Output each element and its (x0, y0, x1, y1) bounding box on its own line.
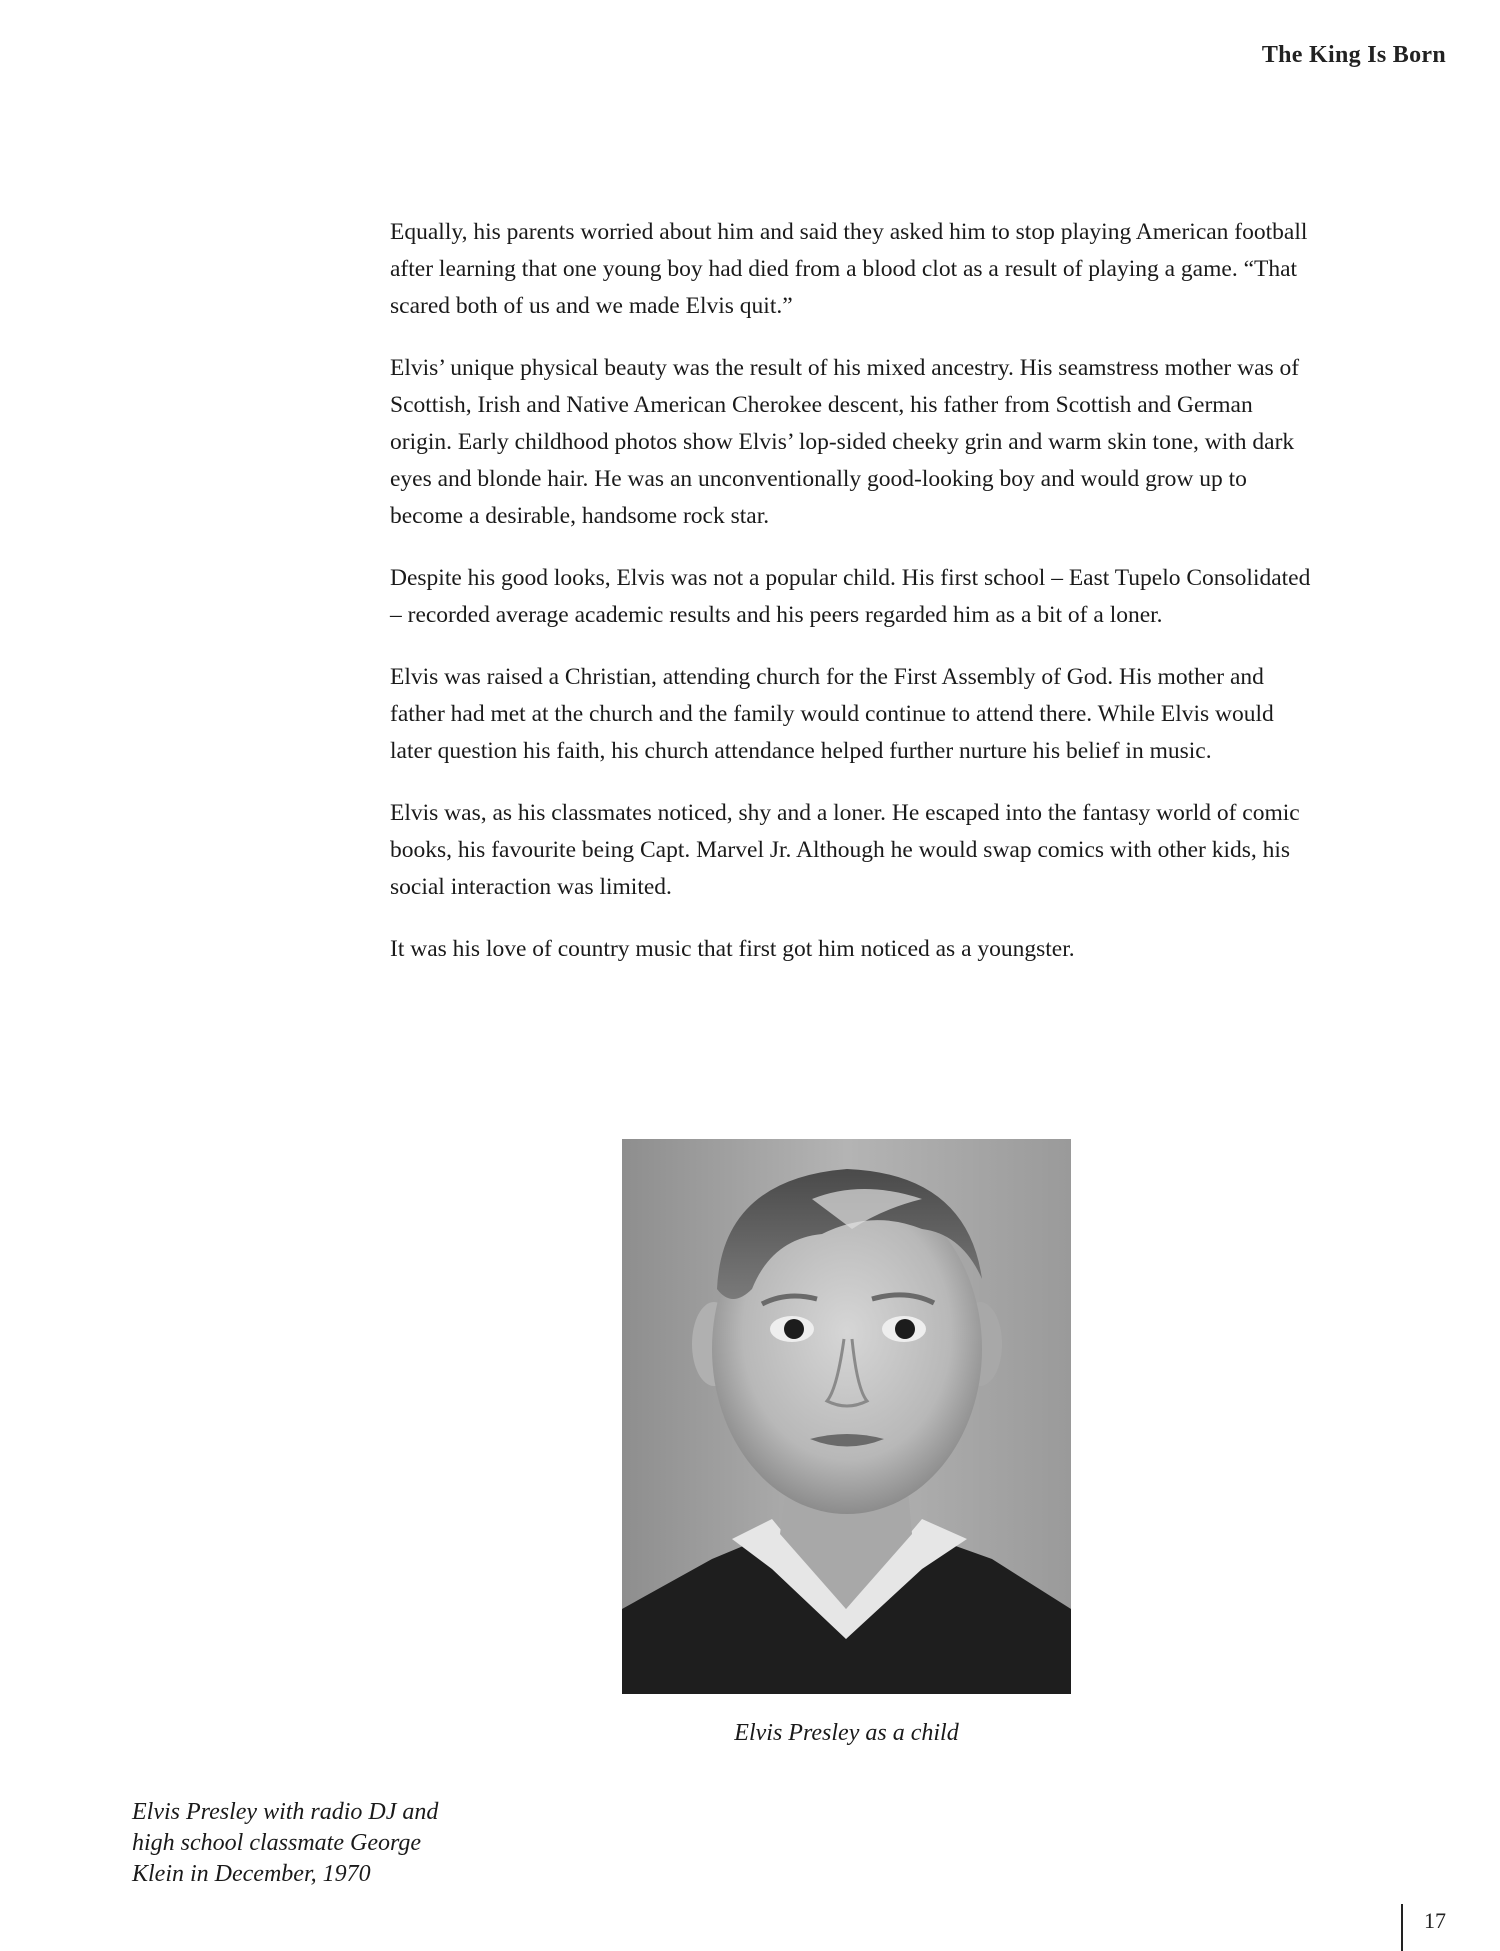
photo-caption: Elvis Presley as a child (734, 1720, 959, 1746)
running-header: The King Is Born (1261, 42, 1446, 68)
side-caption-line-2: high school classmate George (132, 1830, 422, 1856)
paragraph-3: Despite his good looks, Elvis was not a popular child. His first school – East Tupelo Consolidated – recorded average academic results and his peers regarded him as a bit of a loner. (390, 565, 1311, 628)
side-caption-line-1: Elvis Presley with radio DJ and (132, 1799, 439, 1825)
paragraph-1: Equally, his parents worried about him and said they asked him to stop playing American football after learning that one young boy had died from a blood clot as a result of playing a game. “That scared both of us and we made Elvis quit.” (390, 219, 1308, 319)
side-caption-line-3: Klein in December, 1970 (132, 1861, 371, 1887)
paragraph-5: Elvis was, as his classmates noticed, shy and a loner. He escaped into the fantasy world of comic books, his favourite being Capt. Marvel Jr. Although he would swap comics with other kids, his social interaction was limited. (390, 800, 1300, 900)
paragraph-6: It was his love of country music that first got him noticed as a youngster. (390, 936, 1075, 962)
body-text (390, 214, 1320, 993)
page-number: 17 (1424, 1908, 1446, 1933)
page-number-rule (1401, 1904, 1403, 1951)
child-portrait-photo (622, 1139, 1071, 1694)
side-caption (132, 1797, 472, 1890)
paragraph-2: Elvis’ unique physical beauty was the result of his mixed ancestry. His seamstress mother was of Scottish, Irish and Native American Cherokee descent, his father from Scottish and German origin. Early childhood photos show Elvis’ lop-sided cheeky grin and warm skin tone, with dark eyes and blonde hair. He was an unconventionally good-looking boy and would grow up to become a desirable, handsome rock star. (390, 355, 1300, 529)
paragraph-4: Elvis was raised a Christian, attending church for the First Assembly of God. His mother and father had met at the church and the family would continue to attend there. While Elvis would later question his faith, his church attendance helped further nurture his belief in music. (390, 664, 1274, 764)
